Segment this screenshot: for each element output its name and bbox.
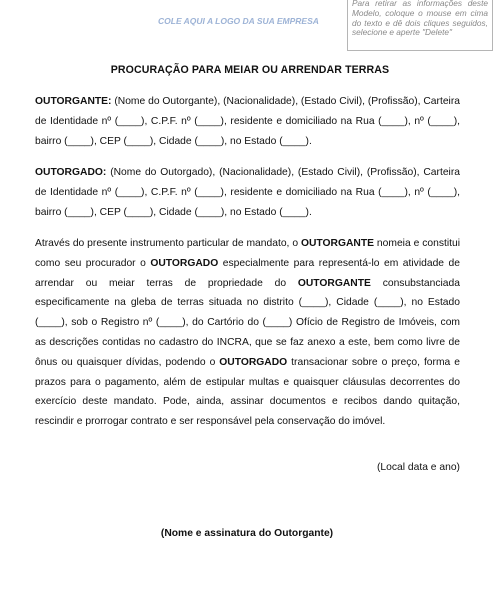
instruction-note: Para retirar as informações deste Modelo, coloque o mouse em cima do texto e dê dois cliques seguidos, selecione e aperte "Delete" [347, 0, 493, 51]
outorgado-details: (Nome do Outorgado), (Nacionalidade), (Estado Civil), (Profissão), Carteira de Identidade nº (____), C.P.F. nº (____), residente e domiciliado na Rua (____), nº (____), bairro (____), CEP (____), Cidade (____), no Estado (____). [35, 167, 460, 218]
outorgante-paragraph [35, 92, 460, 151]
mandate-text: transacionar sobre o preço, forma e prazos para o pagamento, além de estipular multas e quaisquer cláusulas decorrentes do exercício deste mandato. Pode, ainda, assinar documentos e recibos dando quitação, rescindir e prorrogar contrato e ser responsável pela conservação do imóvel. [35, 356, 460, 428]
logo-placeholder: COLE AQUI A LOGO DA SUA EMPRESA [158, 16, 319, 26]
mandate-text: consubstanciada especificamente na gleba de terras situada no distrito (____), Cidade (____), no Estado (____), sob o Registro nº (____), do Cartório do (____) Ofício de Registro de Imóveis, com as descrições contidas no cadastro do INCRA, que se faz anexo a este, bem como livre de ônus ou quaisquer dívidas, podendo o [35, 277, 460, 368]
document-title: PROCURAÇÃO PARA MEIAR OU ARRENDAR TERRAS [110, 64, 390, 76]
outorgado-paragraph [35, 163, 460, 222]
signature-line: (Nome e assinatura do Outorgante) [160, 528, 334, 539]
outorgante-details: (Nome do Outorgante), (Nacionalidade), (Estado Civil), (Profissão), Carteira de Identidade nº (____), C.P.F. nº (____), residente e domiciliado na Rua (____), nº (____), bairro (____), CEP (____), Cidade (____), no Estado (____). [35, 96, 460, 147]
outorgante-mention: OUTORGANTE [300, 238, 374, 249]
outorgante-mention: OUTORGANTE [297, 277, 371, 289]
mandate-paragraph [35, 234, 460, 432]
outorgante-label: OUTORGANTE: [35, 96, 112, 107]
outorgado-label: OUTORGADO: [35, 167, 107, 178]
mandate-text: Através do presente instrumento particular de mandato, o [35, 238, 301, 249]
outorgado-mention: OUTORGADO [219, 356, 288, 368]
mandate-text: especialmente para representá-lo em atividade de arrendar ou meiar terras de propriedade do [35, 257, 460, 289]
mandate-text: nomeia e constitui como seu procurador o [35, 238, 460, 269]
place-date: (Local data e ano) [376, 462, 460, 473]
outorgado-mention: OUTORGADO [150, 257, 219, 269]
